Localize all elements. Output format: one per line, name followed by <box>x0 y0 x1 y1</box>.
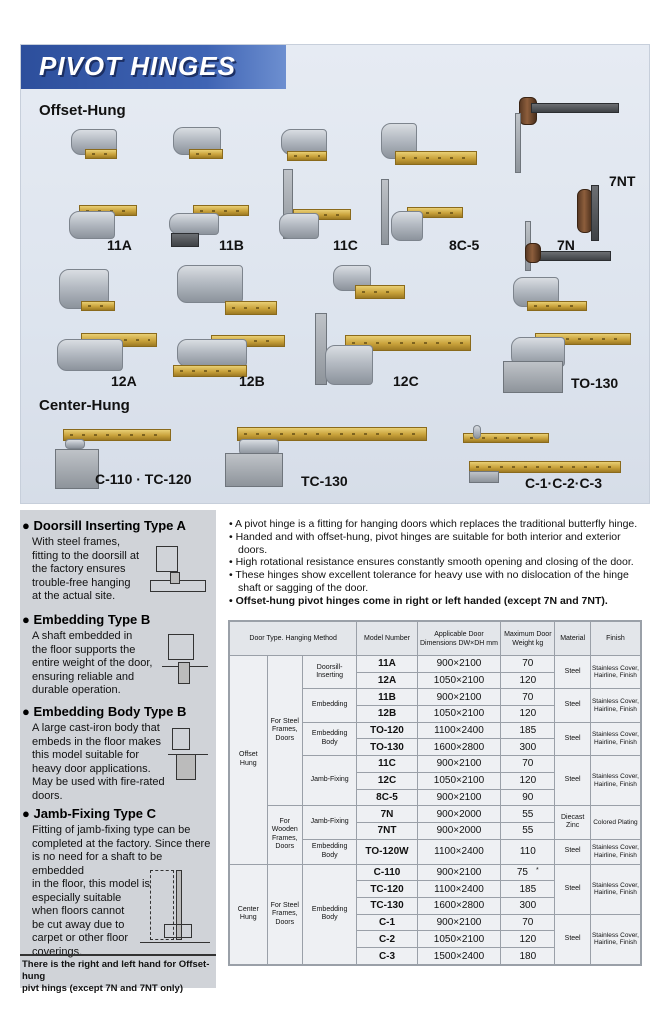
bullet-item: • High rotational resistance ensures constantly smooth opening and closing of the door. <box>229 556 634 569</box>
hinge-image-8c-5 <box>377 123 487 255</box>
group-center-hung: Center Hung <box>230 864 268 964</box>
label-11b: 11B <box>219 237 244 253</box>
label-c-1-c-2-c-3: C-1·C-2·C-3 <box>525 475 602 491</box>
method-embedding-body: Embedding Body <box>303 722 357 755</box>
group-center-steel-frames: For Steel Frames, Doors <box>267 864 302 964</box>
feature-bullets <box>229 518 649 608</box>
group-wooden-frames: For Wooden Frames, Doors <box>267 806 302 864</box>
table-row: 12A 1050×2100 120 <box>230 672 641 689</box>
bullet-item-bold: • Offset-hung pivot hinges come in right or left handed (except 7N and 7NT). <box>229 594 608 607</box>
header-model: Model Number <box>357 622 417 656</box>
table-row: Center Hung For Steel Frames, Doors Embedding Body C-110 900×2100 75 * Steel Stainless Cover, Hairline, Finish <box>230 864 641 881</box>
header-finish: Finish <box>590 622 640 656</box>
method-jamb-fixing-wooden: Jamb-Fixing <box>303 806 357 839</box>
page-title: PIVOT HINGES <box>39 51 236 81</box>
section-offset-hung: Offset-Hung <box>39 102 126 119</box>
table-row: Embedding Body TO-120 1100×2400 185 Steel Stainless Cover, Hairline, Finish <box>230 722 641 739</box>
bullet-item: • A pivot hinge is a fitting for hanging doors which replaces the traditional butterfly hinge. <box>229 518 638 530</box>
table-row: C-3 1500×2400 180 <box>230 948 641 965</box>
method-doorsill: Doorsill- Inserting <box>303 656 357 689</box>
label-c-110-tc-120: C-110 · TC-120 <box>95 471 192 487</box>
table-row: C-2 1050×2100 120 <box>230 931 641 948</box>
table-row: Jamb-Fixing 11C 900×2100 70 Steel Stainless Cover, Hairline, Finish <box>230 756 641 773</box>
type-c-heading: ● Jamb-Fixing Type C <box>22 806 157 821</box>
type-c-text: Fitting of jamb-fixing type can be completed at the factory. Since there is no need for a shaft to be embedded in the floor, this model is especially suitable when floors cannot be cut away due to carpet or other floor coverings. <box>32 824 211 958</box>
label-11c: 11C <box>333 237 358 253</box>
label-12a: 12A <box>111 373 137 389</box>
header-material: Material <box>555 622 590 656</box>
group-offset-hung: Offset Hung <box>230 656 268 865</box>
product-photo-panel <box>20 44 650 504</box>
title-banner <box>21 45 286 89</box>
type-b-text: A shaft embedded in the floor supports the entire weight of the door, ensuring reliable and durable operation. <box>32 630 153 696</box>
bullet-item: • Handed and with offset-hung, pivot hinges are suitable for both interior and exterior doors. <box>229 530 621 556</box>
table-row: Embedding 11B 900×2100 70 Steel Stainless Cover, Hairline, Finish <box>230 689 641 706</box>
hinge-image-11c <box>275 125 365 253</box>
type-descriptions-panel <box>20 510 216 994</box>
type-b-heading: ● Embedding Type B <box>22 612 151 627</box>
method-center-embedding-body: Embedding Body <box>303 864 357 964</box>
label-7n: 7N <box>557 237 575 253</box>
label-7nt: 7NT <box>609 173 636 189</box>
jamb-fixing-type-diagram <box>140 866 212 948</box>
table-row: 12B 1050×2100 120 <box>230 706 641 723</box>
type-b-body-text: A large cast-iron body that embeds in the floor makes this model suitable for heavy door applications. May be used with fire-rated doors. <box>32 722 165 802</box>
table-row: Embedding Body TO-120W 1100×2400 110 Steel Stainless Cover, Hairline, Finish <box>230 839 641 864</box>
label-12c: 12C <box>393 373 419 389</box>
label-12b: 12B <box>239 373 265 389</box>
table-row: TC-120 1100×2400 185 <box>230 881 641 898</box>
hinge-image-11b <box>167 123 257 251</box>
asterisk-mark: * <box>536 866 539 874</box>
type-b-body-heading: ● Embedding Body Type B <box>22 704 187 719</box>
embedding-body-type-diagram <box>168 724 212 784</box>
table-header-row <box>230 622 641 656</box>
method-embedding-body-wooden: Embedding Body <box>303 839 357 864</box>
section-center-hung: Center-Hung <box>39 397 130 414</box>
table-row: 8C-5 900×2100 90 <box>230 789 641 806</box>
label-tc-130: TC-130 <box>301 473 348 489</box>
hinge-image-12b <box>171 265 291 381</box>
table-row: 7NT 900×2000 55 <box>230 822 641 839</box>
bullet-item: • These hinges show excellent tolerance for heavy use with no dislocation of the hinge shaft or sagging of the door. <box>229 569 629 594</box>
header-method: Door Type. Hanging Method <box>230 622 357 656</box>
label-8c-5: 8C-5 <box>449 237 480 253</box>
type-a-heading: ● Doorsill Inserting Type A <box>22 518 186 533</box>
spec-table <box>228 620 642 966</box>
header-weight: Maximum Door Weight kg <box>501 622 555 656</box>
embedding-type-diagram <box>160 632 212 694</box>
label-to-130: TO-130 <box>571 375 619 391</box>
hinge-image-12a <box>57 267 167 379</box>
doorsill-type-diagram <box>148 540 212 604</box>
table-row: 12C 1050×2100 120 <box>230 772 641 789</box>
table-row: C-1 900×2100 70 Steel Stainless Cover, Hairline, Finish <box>230 914 641 931</box>
hinge-image-11a <box>69 123 149 251</box>
table-row: Offset Hung For Steel Frames, Doors Doorsill- Inserting 11A 900×2100 70 Steel Stainless Cover, Hairline, Finish <box>230 656 641 673</box>
table-row: TO-130 1600×2800 300 <box>230 739 641 756</box>
method-embedding: Embedding <box>303 689 357 722</box>
type-a-text: With steel frames, fitting to the doorsill at the factory ensures trouble-free hanging at the actual site. <box>32 536 140 602</box>
header-dims: Applicable Door Dimensions DW×DH mm <box>417 622 500 656</box>
table-row: For Wooden Frames, Doors Jamb-Fixing 7N 900×2000 55 Diecast Zinc Colored Plating <box>230 806 641 823</box>
label-11a: 11A <box>107 237 132 253</box>
group-steel-frames: For Steel Frames, Doors <box>267 656 302 806</box>
method-jamb-fixing: Jamb-Fixing <box>303 756 357 806</box>
table-row: TC-130 1600×2800 300 <box>230 897 641 914</box>
handedness-note: There is the right and left hand for Offset-hung pivt hings (except 7N and 7NT only) <box>20 954 216 988</box>
